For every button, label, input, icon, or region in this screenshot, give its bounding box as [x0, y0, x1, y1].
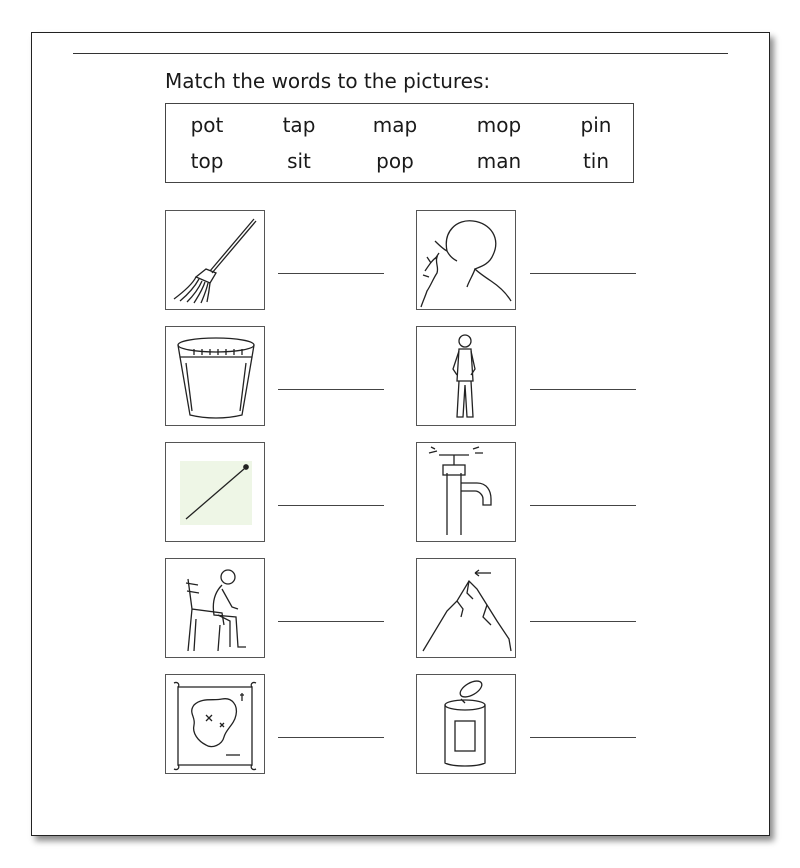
picture-card-tap [416, 442, 516, 542]
answer-line[interactable] [530, 505, 636, 506]
answer-line[interactable] [278, 273, 384, 274]
man-icon [417, 327, 515, 425]
word-bank-word: tap [282, 113, 316, 137]
tin-icon [417, 675, 515, 773]
word-bank-word: sit [287, 149, 311, 173]
word-bank-word: man [476, 149, 522, 173]
pop-icon [417, 211, 515, 309]
answer-line[interactable] [278, 621, 384, 622]
answer-line[interactable] [278, 389, 384, 390]
word-bank-word: mop [476, 113, 522, 137]
word-bank-word: pop [376, 149, 414, 173]
answer-line[interactable] [530, 737, 636, 738]
word-bank-row [166, 112, 633, 138]
answer-line[interactable] [278, 505, 384, 506]
pin-icon [166, 443, 264, 541]
picture-card-pin [165, 442, 265, 542]
word-bank-row [166, 148, 633, 174]
worksheet-page [31, 32, 770, 836]
picture-card-top [416, 558, 516, 658]
top-icon [417, 559, 515, 657]
tap-icon [417, 443, 515, 541]
answer-line[interactable] [278, 737, 384, 738]
mop-icon [166, 211, 264, 309]
picture-card-map [165, 674, 265, 774]
picture-card-pop [416, 210, 516, 310]
picture-card-tin [416, 674, 516, 774]
picture-card-man [416, 326, 516, 426]
word-bank [165, 103, 634, 183]
answer-line[interactable] [530, 389, 636, 390]
word-bank-word: pin [580, 113, 612, 137]
picture-card-sit [165, 558, 265, 658]
picture-card-mop [165, 210, 265, 310]
word-bank-word: top [190, 149, 224, 173]
sit-icon [166, 559, 264, 657]
answer-line[interactable] [530, 621, 636, 622]
word-bank-word: pot [190, 113, 224, 137]
word-bank-word: tin [582, 149, 610, 173]
instruction-heading: Match the words to the pictures: [165, 69, 491, 93]
pot-icon [166, 327, 264, 425]
picture-card-pot [165, 326, 265, 426]
map-icon [166, 675, 264, 773]
top-divider [73, 53, 728, 54]
answer-line[interactable] [530, 273, 636, 274]
word-bank-word: map [372, 113, 418, 137]
